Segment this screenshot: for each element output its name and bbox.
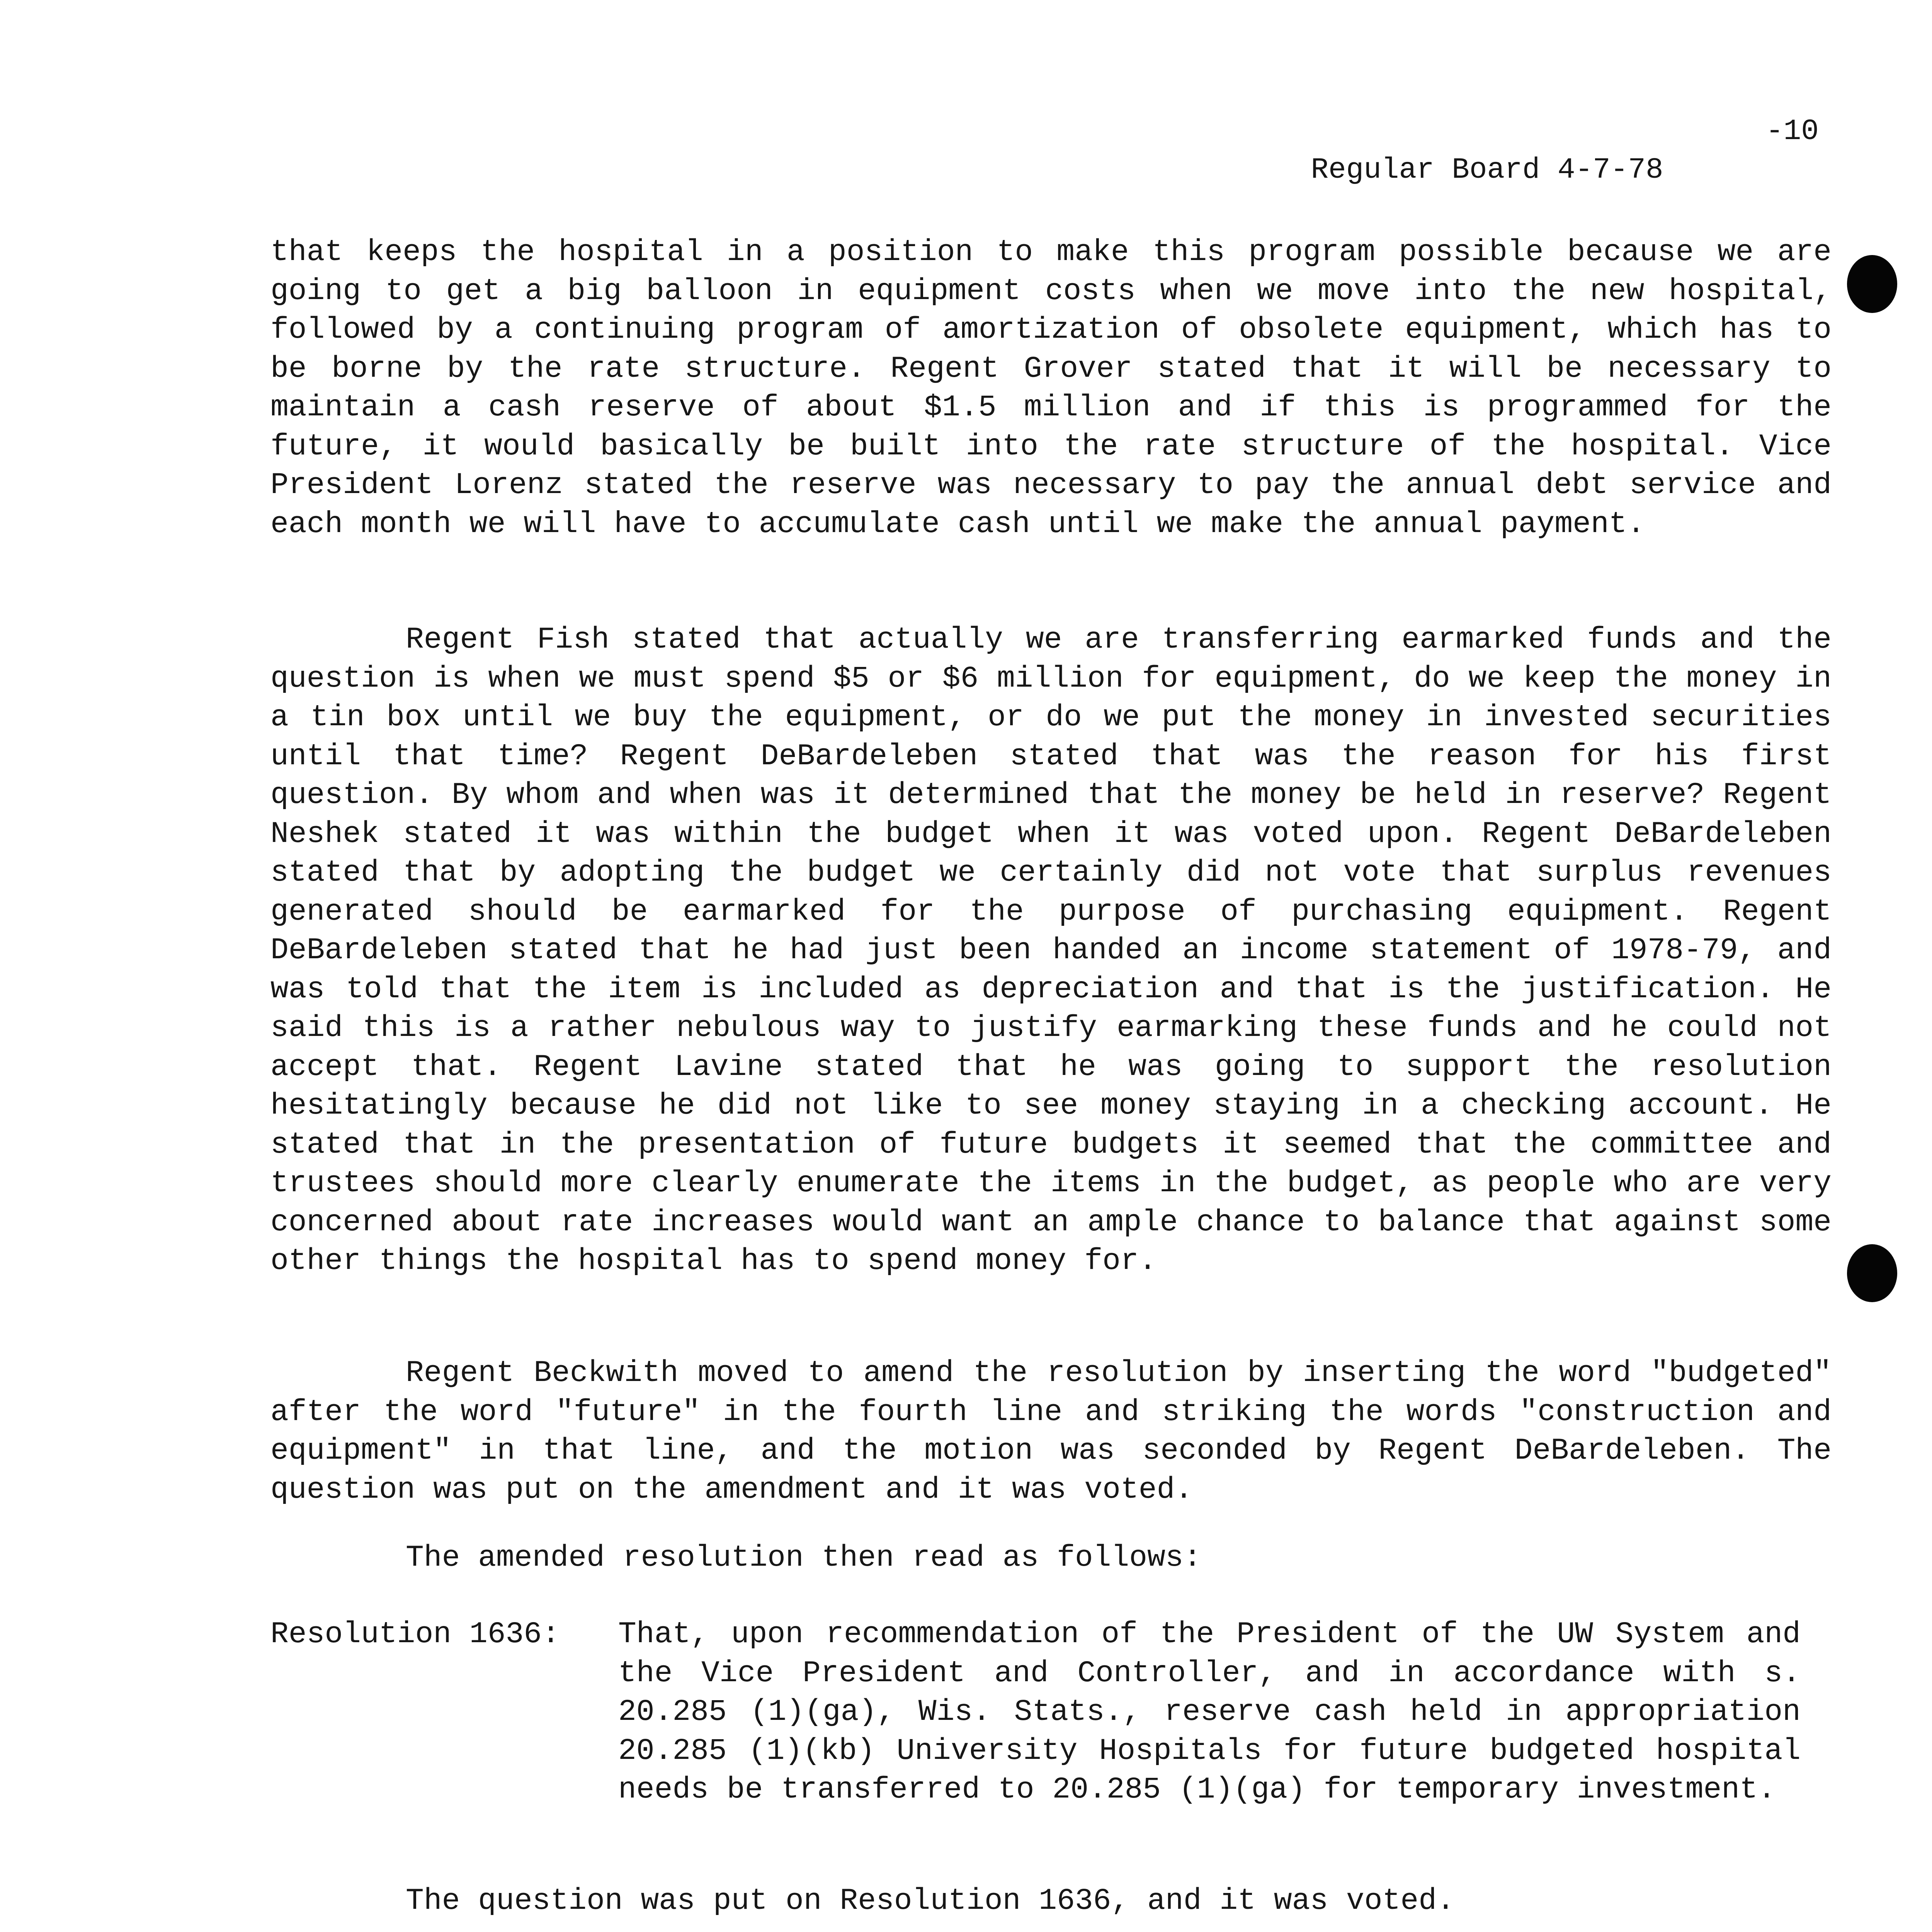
paragraph-1: that keeps the hospital in a position to make this program possible because we are going to get a big balloon in equipment costs when we move into the new hospital, followed by a continuing program of amortization of obsolete equipment, which has to be borne by the rate structure. Regent Grover stated that it will be necessary to maintain a cash reserve of about $1.5 million and if this is programmed for the future, it would basically be built into the rate structure of the hospital. Vice President Lorenz stated the reserve was necessary to pay the annual debt service and each month we will have to accumulate cash until we make the annual payment.	[270, 235, 1832, 541]
binder-hole-top	[1847, 255, 1897, 313]
header-title: Regular Board 4-7-78	[1311, 153, 1663, 187]
paragraph-3: Regent Beckwith moved to amend the resolution by inserting the word "budgeted" after the word "future" in the fourth line and striking the words "construction and equipment" in that line, and the motion was seconded by Regent DeBardeleben. The question was put on the amendment and it was voted.	[270, 1356, 1832, 1507]
paragraph-4: The amended resolution then read as follows:	[406, 1541, 1202, 1575]
page-number: -10	[1766, 115, 1819, 148]
paragraph-2: Regent Fish stated that actually we are transferring earmarked funds and the question is when we must spend $5 or $6 million for equipment, do we keep the money in a tin box until we buy the equipment, or do we put the money in invested securities until that time? Regent DeBardeleben stated that was the reason for his first question. By whom and when was it determined that the money be held in reserve? Regent Neshek stated it was within the budget when it was voted upon. Regent DeBardeleben stated that by adopting the budget we certainly did not vote that surplus revenues generated should be earmarked for the purpose of purchasing equipment. Regent DeBardeleben stated that he had just been handed an income statement of 1978-79, and was told that the item is included as depreciation and that is the justification. He said this is a rather nebulous way to justify earmarking these funds and he could not accept that. Regent Lavine stated that he was going to support the resolution hesitatingly because he did not like to see money staying in a checking account. He stated that in the presentation of future budgets it seemed that the committee and trustees should more clearly enumerate the items in the budget, as people who are very concerned about rate increases would want an ample chance to balance that against some other things the hospital has to spend money for.	[270, 623, 1832, 1278]
resolution-label: Resolution 1636:	[270, 1617, 560, 1651]
paragraph-5: The question was put on Resolution 1636, and it was voted.	[406, 1884, 1455, 1918]
binder-hole-middle	[1847, 1244, 1897, 1302]
resolution-text: That, upon recommendation of the President of the UW System and the Vice President and Controller, and in accordance with s. 20.285 (1)(ga), Wis. Stats., reserve cash held in appropriation 20.285 (1)(kb) University Hospitals for future budgeted hospital needs be transferred to 20.285 (1)(ga) for temporary investment.	[618, 1617, 1801, 1807]
